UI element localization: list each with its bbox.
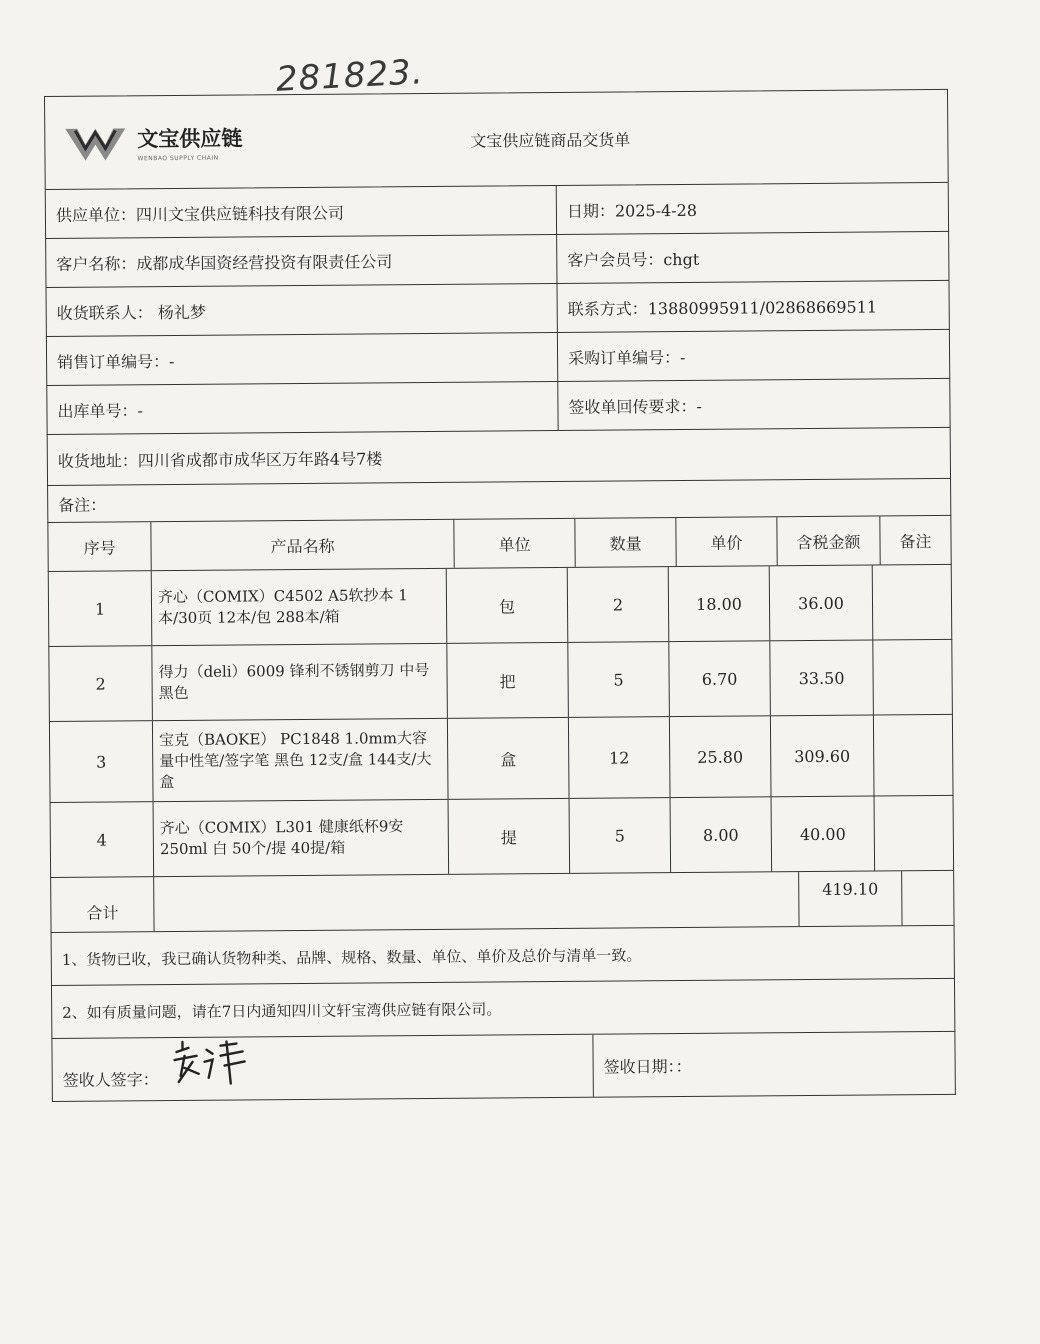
row-unit: 把 [446,643,568,718]
total-note [901,871,953,925]
logo-name: 文宝供应链 [137,125,243,151]
row-note [874,796,954,871]
contact-person-field: 收货联系人： 杨礼梦 [56,302,206,323]
total-spacer [153,872,798,931]
row-unit: 提 [448,799,570,874]
sign-date-field: 签收日期：： [592,1032,954,1097]
info-row-contact [46,281,950,337]
date-field: 日期：2025-4-28 [556,183,948,234]
handwritten-number: 281823. [275,52,425,100]
row-amount: 36.00 [769,566,873,641]
supplier-field: 供应单位：四川文宝供应链科技有限公司 [55,203,345,225]
row-unit: 包 [446,568,568,643]
row-seq: 2 [95,674,106,694]
table-row [48,565,953,647]
note-row-1 [51,926,955,986]
row-product-name: 得力（deli）6009 锋利不锈钢剪刀 中号 黑色 [151,644,447,720]
phone-field: 联系方式：13880995911/02868669511 [556,281,948,332]
receipt-return-field: 签收单回传要求：- [557,379,949,430]
row-unit: 盒 [447,718,569,799]
row-seq: 3 [96,752,107,772]
header-row [44,89,949,190]
row-note [872,640,952,715]
row-product-name: 齐心（COMIX）L301 健康纸杯9安250ml 白 50个/提 40提/箱 [153,800,449,876]
row-qty: 5 [567,642,669,717]
header-note: 备注 [879,516,950,565]
address-field: 收货地址：四川省成都市成华区万年路4号7楼 [57,448,383,471]
row-price: 8.00 [670,797,772,872]
row-qty: 5 [569,798,671,873]
company-logo [45,95,264,189]
row-seq: 1 [94,599,106,619]
confirmation-note: 1、货物已收，我已确认货物种类、品牌、规格、数量、单位、单价及总价与清单一致。 [61,945,642,969]
table-row [49,715,954,803]
row-product-name: 宝克（BAOKE） PC1848 1.0mm大容量中性笔/签字笔 黑色 12支/盒 144支/大盒 [152,719,448,801]
header-qty: 数量 [574,518,675,567]
handwritten-signature [170,1037,250,1090]
info-row-orders [46,330,950,386]
sales-order-field: 销售订单编号：- [57,351,175,372]
row-price: 18.00 [668,566,770,641]
signer-field [52,1035,592,1101]
row-qty: 12 [568,717,670,798]
table-header-row [47,516,951,572]
info-row-outbound [46,379,950,435]
document-title: 文宝供应链商品交货单 [470,129,631,151]
total-amount: 419.10 [798,871,901,926]
row-note [872,565,952,640]
remarks-field: 备注： [58,495,107,515]
header-seq: 序号 [83,537,116,558]
header-price: 单价 [675,517,776,566]
info-row-customer [45,232,949,288]
row-price: 25.80 [669,716,771,797]
note-row-2 [51,979,955,1039]
total-label: 合计 [86,903,119,923]
sign-row [51,1032,955,1102]
row-qty: 2 [567,567,669,642]
row-product-name: 齐心（COMIX）C4502 A5软抄本 1本/30页 12本/包 288本/箱 [151,569,447,645]
customer-field: 客户名称：成都成华国资经营投资有限责任公司 [56,251,393,274]
table-row [50,796,955,878]
header-unit: 单位 [453,519,574,568]
total-row [50,871,954,933]
row-seq: 4 [96,830,108,850]
purchase-order-field: 采购订单编号：- [557,330,949,381]
table-row [48,640,953,722]
row-note [873,715,953,796]
header-amount: 含税金额 [776,516,879,565]
row-amount: 40.00 [771,797,875,872]
header-product: 产品名称 [150,520,453,570]
row-price: 6.70 [668,641,770,716]
logo-subtitle: WENBAO SUPPLY CHAIN [137,154,219,162]
signer-label: 签收人签字： [62,1070,159,1090]
row-amount: 309.60 [770,716,874,797]
member-no-field: 客户会员号：chgt [556,232,948,283]
address-row [47,428,951,486]
row-amount: 33.50 [769,641,873,716]
outbound-no-field: 出库单号：- [57,400,143,421]
quality-note: 2、如有质量问题，请在7日内通知四川文轩宝湾供应链有限公司。 [62,999,502,1022]
info-row-supplier [45,183,949,239]
delivery-form [44,89,956,1102]
logo-mark-icon [63,120,127,165]
